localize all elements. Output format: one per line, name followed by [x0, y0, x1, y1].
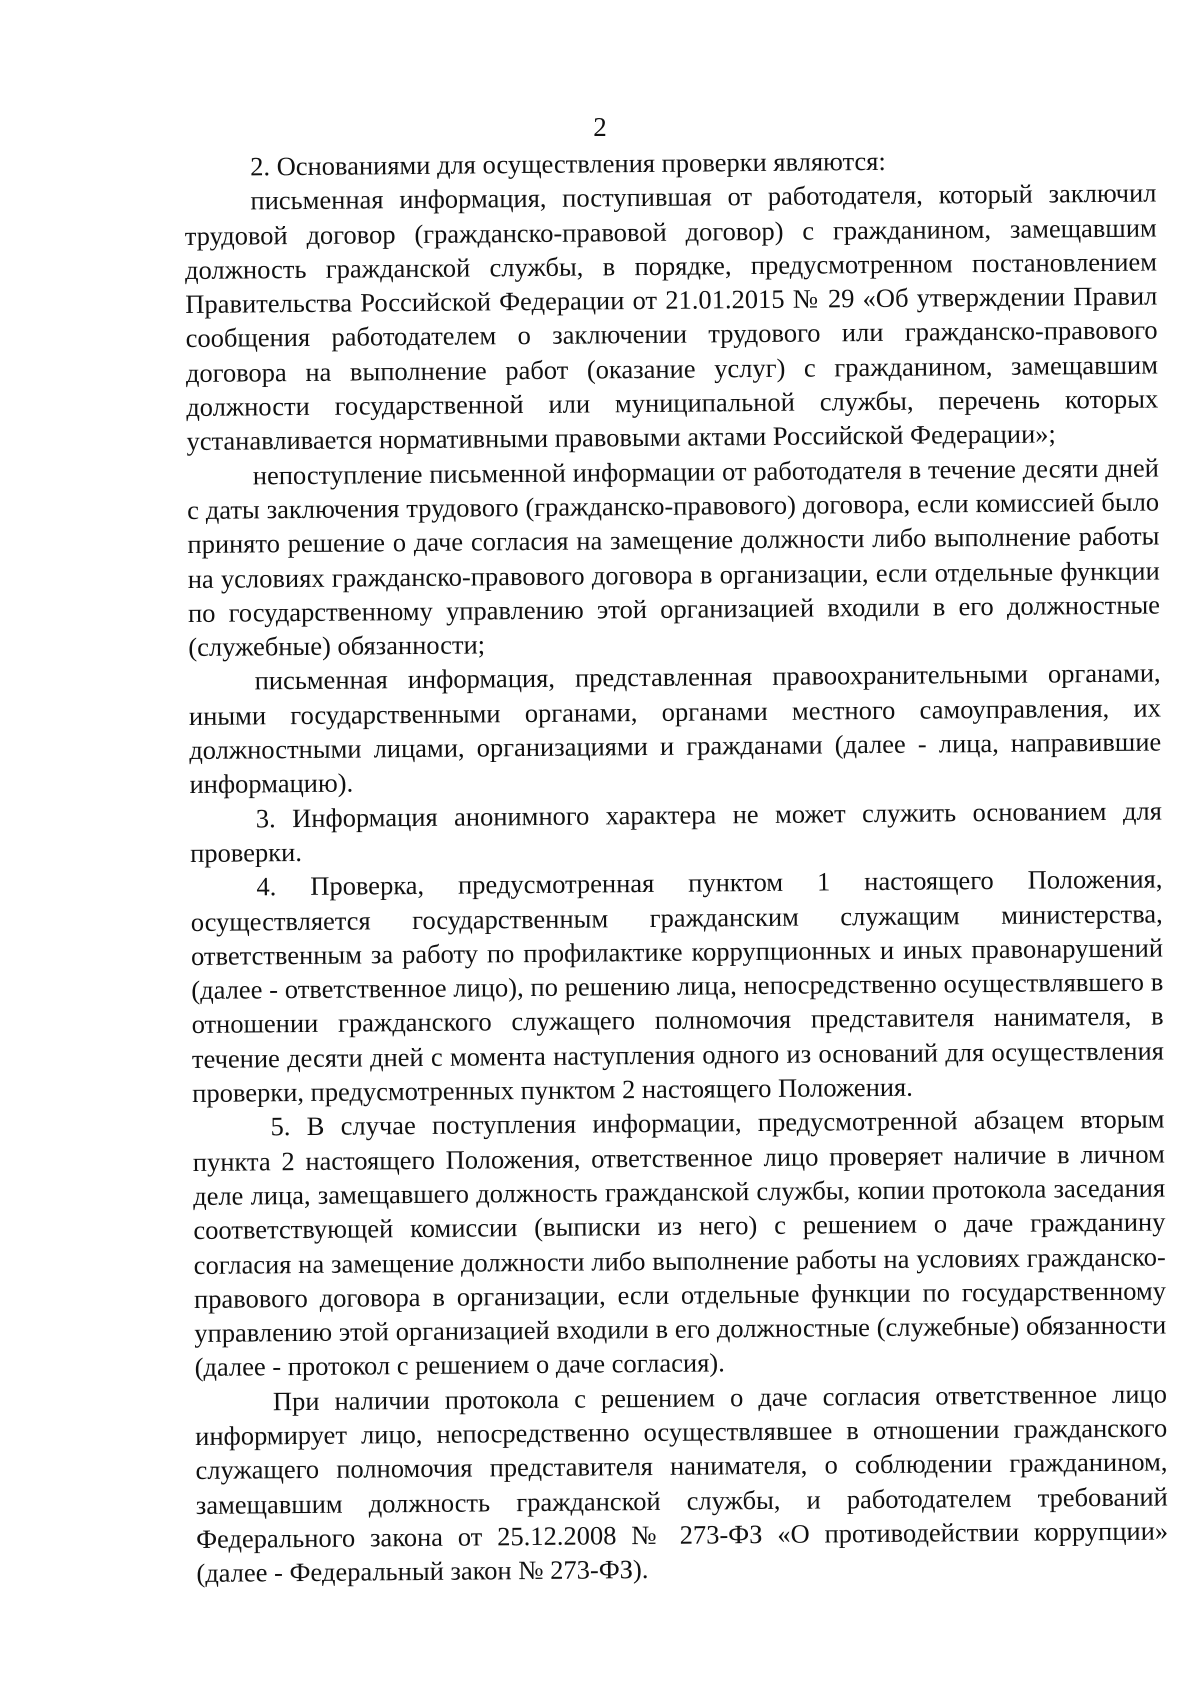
paragraph-employer-information: письменная информация, поступившая от работодателя, который заключил трудовой договор (гражданско-правовой договор) с гражданином, замещавшим должность гражданской службы, в порядке, предусмотренном постановлением Правительства Российской Федерации от 21.01.2015 № 29 «Об утверждении Правил сообщения работодателем о заключении трудового или гражданско-правового договора на выполнение работ (оказание услуг) с гражданином, замещавшим должности государственной или муниципальной службы, перечень которых устанавливается нормативными правовыми актами Российской Федерации»; [184, 177, 1159, 457]
paragraph-anonymous-information: 3. Информация анонимного характера не может служить основанием для проверки. [190, 795, 1162, 868]
document-body [184, 142, 1169, 1591]
paragraph-no-information: непоступление письменной информации от работодателя в течение десяти дней с даты заключения трудового (гражданско-правового) договора, если комиссией было принято решение о даче согласия на замещение должности либо выполнение работы на условиях гражданско-правового договора в организации, если отдельные функции по государственному управлению этой организацией входили в его должностные (служебные) обязанности; [187, 452, 1161, 663]
page-number: 2 [593, 112, 607, 142]
paragraph-check-procedure: 4. Проверка, предусмотренная пунктом 1 настоящего Положения, осуществляется государственным гражданским служащим министерства, ответственным за работу по профилактике коррупционных и иных правонарушений (далее - ответственное лицо), по решению лица, непосредственно осуществлявшего в отношении гражданского служащего полномочия представителя нанимателя, в течение десяти дней с момента наступления одного из оснований для осуществления проверки, предусмотренных пунктом 2 настоящего Положения. [190, 863, 1165, 1108]
paragraph-protocol-present: При наличии протокола с решением о даче согласия ответственное лицо информирует лицо, непосредственно осуществлявшее в отношении гражданского служащего полномочия представителя нанимателя, о соблюдении гражданином, замещавшим должность гражданской службы, и работодателем требований Федерального закона от 25.12.2008 № 273-ФЗ «О противодействии коррупции» (далее - Федеральный закон № 273-ФЗ). [195, 1378, 1169, 1589]
paragraph-protocol-check: 5. В случае поступления информации, предусмотренной абзацем вторым пункта 2 настоящего Положения, ответственное лицо проверяет наличие в личном деле лица, замещавшего должность гражданской службы, копии протокола заседания соответствующей комиссии (выписки из него) с решением о даче гражданину согласия на замещение должности либо выполнение работы на условиях гражданско-правового договора в организации, если отдельные функции по государственному управлению этой организацией входили в его должностные (служебные) обязанности (далее - протокол с решением о даче согласия). [192, 1103, 1167, 1383]
paragraph-law-enforcement-information: письменная информация, представленная правоохранительными органами, иными государственными органами, органами местного самоуправления, их должностными лицами, организациями и гражданами (далее - лица, направившие информацию). [188, 657, 1162, 800]
paragraph-grounds-heading: 2. Основаниями для осуществления проверки являются: [250, 145, 886, 182]
